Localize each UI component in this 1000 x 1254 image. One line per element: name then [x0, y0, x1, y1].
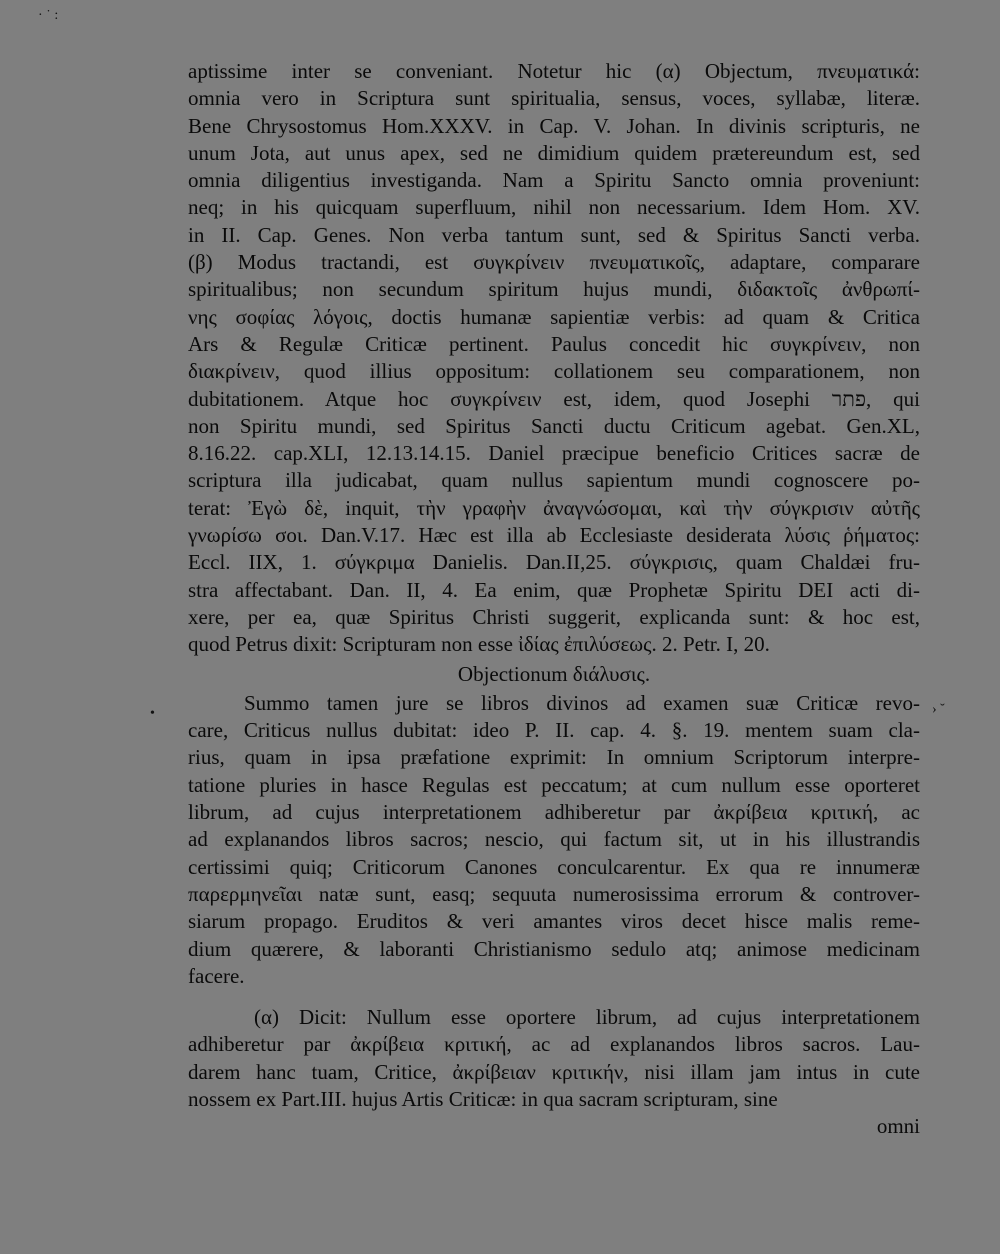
text-line: spiritualibus; non secundum spiritum hujus mundi, διδακτοῖς ἀνθρωπί- — [188, 277, 920, 302]
text-line: rius, quam in ipsa præfatione exprimit: In omnium Scriptorum interpre- — [188, 745, 920, 770]
text-line: διακρίνειν, quod illius oppositum: collationem seu comparationem, non — [188, 359, 920, 384]
paragraph-objections — [188, 690, 920, 990]
text-line: aptissime inter se conveniant. Notetur hic (α) Objectum, πνευματικά: — [188, 59, 920, 83]
text-line: γνωρίσω σοι. Dan.V.17. Hæc est illa ab Ecclesiaste desiderata λύσις ῥήματος: — [188, 523, 920, 548]
text-line: dubitationem. Atque hoc συγκρίνειν est, idem, quod Josephi פתר, qui — [188, 386, 920, 411]
paragraph-argument — [188, 58, 920, 659]
text-line: certissimi quiq; Criticorum Canones conculcarentur. Ex qua re innumeræ — [188, 854, 920, 879]
book-page — [188, 58, 920, 1141]
text-line: nossem ex Part.III. hujus Artis Criticæ: in qua sacram scripturam, sine — [188, 1086, 778, 1111]
text-line: quod Petrus dixit: Scripturam non esse ἰδίας ἐπιλύσεως. 2. Petr. I, 20. — [188, 632, 770, 657]
paragraph-note-alpha — [188, 1004, 920, 1113]
text-line: tatione pluries in hasce Regulas est peccatum; at cum nullum esse oporteret — [188, 772, 920, 797]
catchword: omni — [876, 1114, 920, 1139]
text-line: (α) Dicit: Nullum esse oportere librum, ad cujus interpretationem — [254, 1005, 920, 1030]
text-line: care, Criticus nullus dubitat: ideo P. II. cap. 4. §. 19. mentem suam cla- — [188, 718, 920, 743]
text-line: νης σοφίας λόγοις, doctis humanæ sapientiæ verbis: ad quam & Critica — [188, 304, 920, 329]
text-line: unum Jota, aut unus apex, sed ne dimidium quidem prætereundum est, sed — [188, 140, 920, 165]
ink-speck: › ˘ — [932, 702, 945, 717]
text-line: Summo tamen jure se libros divinos ad examen suæ Criticæ revo- — [244, 690, 920, 715]
text-line: neq; in his quicquam superfluum, nihil non necessarium. Idem Hom. XV. — [188, 195, 920, 220]
ink-speck: • — [150, 706, 155, 721]
text-line: in II. Cap. Genes. Non verba tantum sunt, sed & Spiritus Sancti verba. — [188, 222, 920, 247]
text-line: facere. — [188, 963, 245, 988]
text-line: Ars & Regulæ Criticæ pertinent. Paulus concedit hic συγκρίνειν, non — [188, 331, 920, 356]
text-line: ad explanandos libros sacros; nescio, qui factum sit, ut in his illustrandis — [188, 827, 920, 852]
text-line: xere, per ea, quæ Spiritus Christi suggerit, explicanda sunt: & hoc est, — [188, 604, 920, 629]
text-line: omnia diligentius investiganda. Nam a Spiritu Sancto omnia proveniunt: — [188, 168, 920, 193]
text-line: παρερμηνεῖαι natæ sunt, easq; sequuta numerosissima errorum & controver- — [188, 881, 920, 906]
text-line: Bene Chrysostomus Hom.XXXV. in Cap. V. Johan. In divinis scripturis, ne — [188, 113, 920, 138]
ink-speck: · ˙ : — [38, 8, 59, 23]
text-line: Eccl. IIX, 1. σύγκριμα Danielis. Dan.II,25. σύγκρισις, quam Chaldæi fru- — [188, 550, 920, 575]
text-line: 8.16.22. cap.XLI, 12.13.14.15. Daniel præcipue beneficio Critices sacræ de — [188, 441, 920, 466]
section-heading: Objectionum διάλυσις. — [457, 661, 651, 686]
text-line: terat: Ἐγὼ δὲ, inquit, τὴν γραφὴν ἀναγνώσομαι, καὶ τὴν σύγκρισιν αὐτῆς — [188, 495, 920, 520]
paragraph-gap — [188, 990, 920, 1004]
text-line: stra affectabant. Dan. II, 4. Ea enim, quæ Prophetæ Spiritu DEI acti di- — [188, 577, 920, 602]
text-line: siarum propago. Eruditos & veri amantes viros decet hisce malis reme- — [188, 909, 920, 934]
text-line: darem hanc tuam, Critice, ἀκρίβειαν κριτικήν, nisi illam jam intus in cute — [188, 1059, 920, 1084]
text-line: adhiberetur par ἀκρίβεια κριτική, ac ad explanandos libros sacros. Lau- — [188, 1032, 920, 1057]
text-line: (β) Modus tractandi, est συγκρίνειν πνευματικοῖς, adaptare, comparare — [188, 250, 920, 275]
text-line: dium quærere, & laboranti Christianismo sedulo atq; animose medicinam — [188, 936, 920, 961]
text-line: librum, ad cujus interpretationem adhiberetur par ἀκρίβεια κριτική, ac — [188, 800, 920, 825]
text-line: omnia vero in Scriptura sunt spiritualia, sensus, voces, syllabæ, literæ. — [188, 86, 920, 111]
text-line: scriptura illa judicabat, quam nullus sapientum mundi cognoscere po- — [188, 468, 920, 493]
text-line: non Spiritu mundi, sed Spiritus Sancti ductu Criticum agebat. Gen.XL, — [188, 413, 920, 438]
